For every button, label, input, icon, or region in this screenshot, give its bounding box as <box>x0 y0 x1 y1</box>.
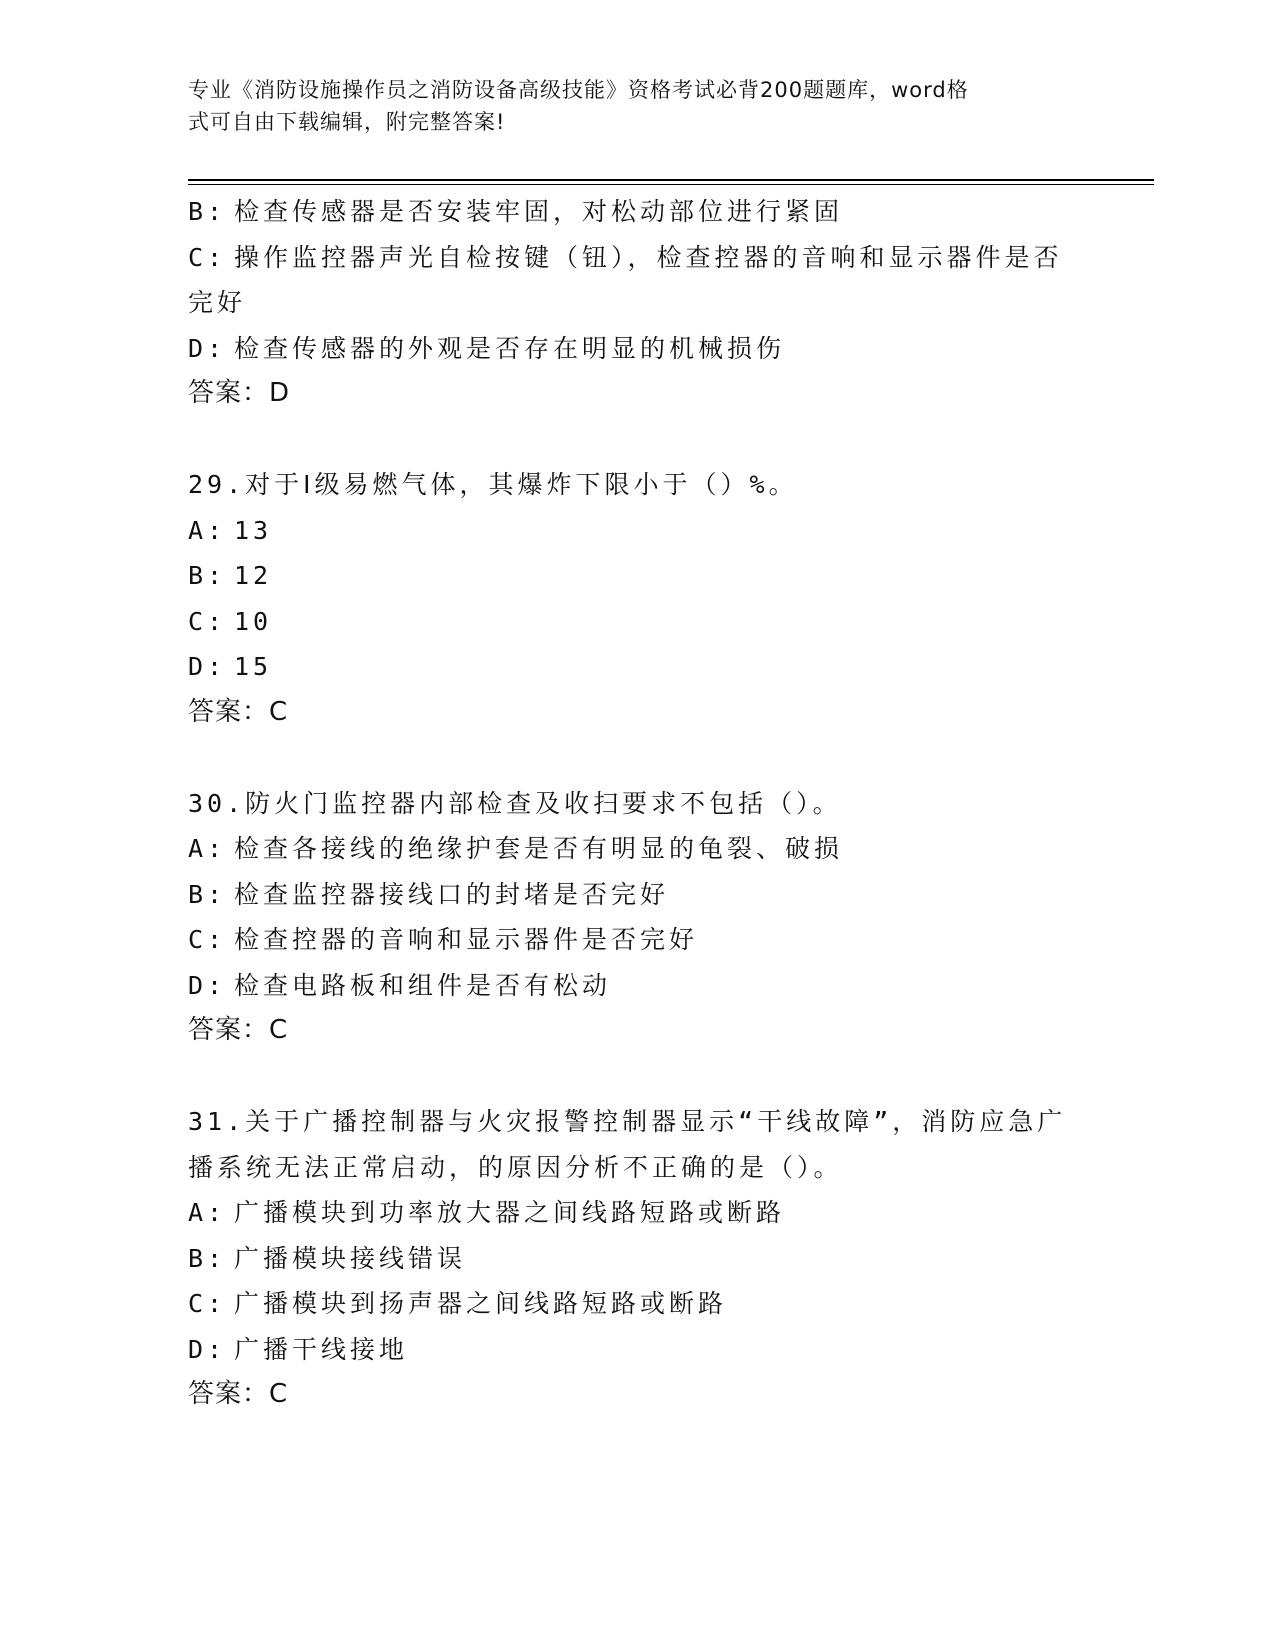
option-text: 13 <box>234 515 273 545</box>
option-label: A: <box>188 515 227 545</box>
option-text: 广播干线接地 <box>234 1334 409 1364</box>
option-label: D: <box>188 333 227 363</box>
option-label: B: <box>188 561 227 590</box>
answer-line: 答案：D <box>188 378 291 408</box>
option-label: C: <box>188 242 227 272</box>
spacer <box>188 735 1088 781</box>
question-stem-line-2: 播系统无法正常启动，的原因分析不正确的是（）。 <box>188 1152 843 1182</box>
option-text: 15 <box>234 652 273 681</box>
option-label: D: <box>188 1334 227 1364</box>
option-text: 操作监控器声光自检按键（钮），检查控器的音响和显示器件是否 <box>234 242 1063 272</box>
option-d <box>188 326 1088 372</box>
option-text: 广播模块接线错误 <box>234 1243 467 1273</box>
header-rule-thin <box>188 184 1154 185</box>
option-c-continuation: 完好 <box>188 288 247 317</box>
option-label: A: <box>188 1198 227 1227</box>
spacer <box>188 417 1088 463</box>
option-label: C: <box>188 606 227 636</box>
option-c <box>188 917 1088 963</box>
option-c <box>188 599 1088 645</box>
option-label: C: <box>188 1289 227 1318</box>
option-label: B: <box>188 197 227 226</box>
option-text: 检查传感器是否安装牢固，对松动部位进行紧固 <box>234 197 844 226</box>
option-text: 10 <box>234 606 273 636</box>
option-a <box>188 826 1088 872</box>
document-header <box>188 74 1068 138</box>
spacer <box>188 1054 1088 1100</box>
option-text: 12 <box>234 561 273 590</box>
option-label: D: <box>188 652 227 681</box>
option-label: D: <box>188 970 227 1000</box>
option-a <box>188 508 1088 554</box>
question-stem-line-1: 31.关于广播控制器与火灾报警控制器显示“干线故障”，消防应急广 <box>188 1107 1067 1136</box>
answer-line: 答案：C <box>188 696 289 727</box>
option-b <box>188 553 1088 599</box>
option-label: B: <box>188 1243 227 1273</box>
option-b <box>188 189 1088 235</box>
option-b <box>188 1236 1088 1282</box>
header-line-1: 专业《消防设施操作员之消防设备高级技能》资格考试必背200题题库，word格 <box>188 78 969 102</box>
option-c <box>188 1281 1088 1327</box>
answer-line: 答案：C <box>188 1015 289 1045</box>
header-rule-thick <box>188 179 1154 181</box>
question-stem: 29.对于Ⅰ级易燃气体，其爆炸下限小于（）%。 <box>188 470 798 499</box>
header-line-2: 式可自由下载编辑，附完整答案! <box>188 110 506 134</box>
option-a <box>188 1190 1088 1236</box>
option-b <box>188 872 1088 918</box>
option-text: 检查电路板和组件是否有松动 <box>234 970 612 1000</box>
option-d <box>188 963 1088 1009</box>
option-text: 检查各接线的绝缘护套是否有明显的龟裂、破损 <box>234 834 844 863</box>
option-d <box>188 644 1088 690</box>
option-text: 广播模块到功率放大器之间线路短路或断路 <box>234 1198 786 1227</box>
option-label: A: <box>188 834 227 863</box>
option-text: 检查控器的音响和显示器件是否完好 <box>234 925 699 954</box>
question-content <box>188 189 1088 1418</box>
option-text: 检查监控器接线口的封堵是否完好 <box>234 879 670 909</box>
option-c <box>188 235 1088 281</box>
answer-line: 答案：C <box>188 1379 289 1409</box>
option-text: 广播模块到扬声器之间线路短路或断路 <box>234 1289 728 1318</box>
option-d <box>188 1327 1088 1373</box>
question-stem: 30.防火门监控器内部检查及收扫要求不包括（）。 <box>188 788 842 818</box>
option-label: B: <box>188 879 227 909</box>
option-label: C: <box>188 925 227 954</box>
option-text: 检查传感器的外观是否存在明显的机械损伤 <box>234 333 786 363</box>
